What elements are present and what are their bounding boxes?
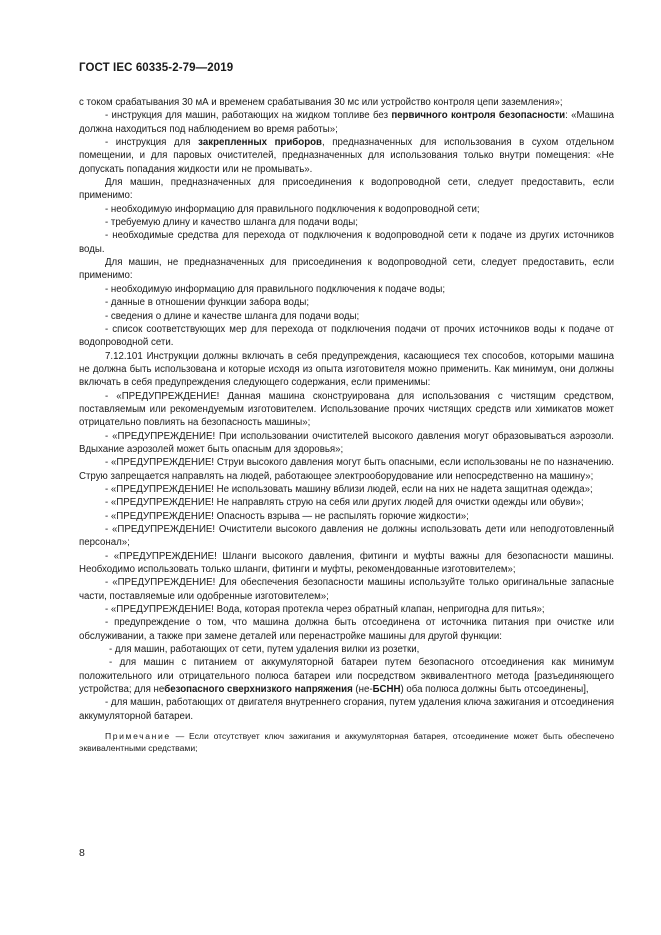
note-text: — Если отсутствует ключ зажигания и аккумуляторная батарея, отсоединение может быть обеспечено эквивалентными средствами; bbox=[79, 731, 614, 754]
warning-item: - «ПРЕДУПРЕЖДЕНИЕ! Данная машина сконструирована для использования с чистящим средством, поставляемым или рекомендуемым изготовителем. Использование прочих чистящих средств или химикатов может отрицательно повлиять на безопасность машины»; bbox=[79, 390, 614, 429]
document-body bbox=[79, 96, 614, 755]
list-item: - инструкция для машин, работающих на жидком топливе без первичного контроля безопасности: «Машина должна находиться под наблюдением во время работы»; bbox=[79, 110, 614, 135]
note-label: Примечание bbox=[105, 731, 171, 742]
page-number: 8 bbox=[79, 847, 85, 859]
warning-item: - «ПРЕДУПРЕЖДЕНИЕ! Не направлять струю на себя или других людей для очистки одежды или обуви»; bbox=[105, 497, 584, 509]
term-bold: безопасного сверхнизкого напряжения bbox=[164, 684, 353, 696]
warning-item: - «ПРЕДУПРЕЖДЕНИЕ! Вода, которая протекла через обратный клапан, непригодна для питья»; bbox=[105, 604, 545, 616]
list-item: - предупреждение о том, что машина должна быть отсоединена от источника питания при очистке или обслуживании, а также при замене деталей или перенастройке машины для другой функции: bbox=[79, 617, 614, 642]
warning-item: - «ПРЕДУПРЕЖДЕНИЕ! Опасность взрыва — не распылять горючие жидкости»; bbox=[105, 510, 469, 522]
list-item: - требуемую длину и качество шланга для подачи воды; bbox=[105, 217, 358, 229]
warning-item: - «ПРЕДУПРЕЖДЕНИЕ! Струи высокого давления могут быть опасными, если использованы не по назначению. Струю запрещается направлять на людей, работающее электрооборудование или непосредственно на машину»; bbox=[79, 457, 614, 482]
document-header: ГОСТ IEC 60335-2-79—2019 bbox=[79, 62, 234, 74]
list-item: - инструкция для закрепленных приборов, предназначенных для использования в сухом отдельном помещении, и для паровых очистителей, предназначенных для использования только внутри помещения: «Не допускать попадания жидкости или не промывать». bbox=[79, 137, 614, 175]
list-item: - необходимую информацию для правильного подключения к подаче воды; bbox=[105, 283, 446, 295]
warning-item: - «ПРЕДУПРЕЖДЕНИЕ! Шланги высокого давления, фитинги и муфты важны для безопасности машины. Необходимо использовать только шланги, фитинги и муфты, рекомендованные изготовителем»; bbox=[79, 550, 614, 576]
warning-item: - «ПРЕДУПРЕЖДЕНИЕ! Очистители высокого давления не должны использовать дети или неподготовленный персонал»; bbox=[79, 524, 614, 549]
list-item: - необходимые средства для перехода от подключения к водопроводной сети к подаче из других источников воды. bbox=[79, 230, 614, 255]
list-item: - сведения о длине и качестве шланга для подачи воды; bbox=[105, 310, 360, 322]
list-item: - необходимую информацию для правильного подключения к водопроводной сети; bbox=[105, 203, 480, 215]
clause-7-12-101: 7.12.101 Инструкции должны включать в себя предупреждения, касающиеся тех способов, которыми машина не должна быть использована и которые исходя из опыта изготовителя можно применить. Как минимум, они должны включать в себя предупреждения следующего содержания, если применимы: bbox=[79, 350, 614, 389]
sub-list-item: - для машин, работающих от сети, путем удаления вилки из розетки, bbox=[109, 644, 420, 656]
list-item: - список соответствующих мер для перехода от подключения подачи от прочих источников воды к подаче от водопроводной сети. bbox=[79, 323, 614, 349]
paragraph: Для машин, предназначенных для присоединения к водопроводной сети, следует предоставить, если применимо: bbox=[79, 177, 614, 202]
paragraph: Для машин, не предназначенных для присоединения к водопроводной сети, следует предоставить, если применимо: bbox=[79, 257, 614, 282]
term-bold: первичного контроля безопасности bbox=[391, 110, 566, 122]
note bbox=[79, 730, 614, 754]
warning-item: - «ПРЕДУПРЕЖДЕНИЕ! Для обеспечения безопасности машины используйте только оригинальные запасные части, поставляемые или одобренные изготовителем»; bbox=[79, 577, 614, 602]
term-bold: БСНН bbox=[372, 684, 401, 696]
term-bold: закрепленных приборов bbox=[198, 137, 322, 149]
list-item: - данные в отношении функции забора воды; bbox=[105, 297, 310, 309]
paragraph: с током срабатывания 30 мА и временем срабатывания 30 мс или устройство контроля цепи заземления»; bbox=[79, 97, 563, 108]
sub-list-item: - для машин, работающих от двигателя внутреннего сгорания, путем удаления ключа зажигания и отсоединения аккумуляторной батареи. bbox=[79, 697, 614, 722]
warning-item: - «ПРЕДУПРЕЖДЕНИЕ! Не использовать машину вблизи людей, если на них не надета защитная одежда»; bbox=[105, 483, 593, 495]
sub-list-item: - для машин с питанием от аккумуляторной батареи путем безопасного отсоединения как минимум положительного или отрицательного полюса батареи или посредством эквивалентного метода [разъединяющего устройства; для небезопасного сверхнизкого напряжения (не-БСНН) оба полюса должны быть отсоединены], bbox=[79, 657, 614, 696]
warning-item: - «ПРЕДУПРЕЖДЕНИЕ! При использовании очистителей высокого давления могут образовываться аэрозоли. Вдыхание аэрозолей может быть опасным для здоровья»; bbox=[79, 430, 614, 455]
